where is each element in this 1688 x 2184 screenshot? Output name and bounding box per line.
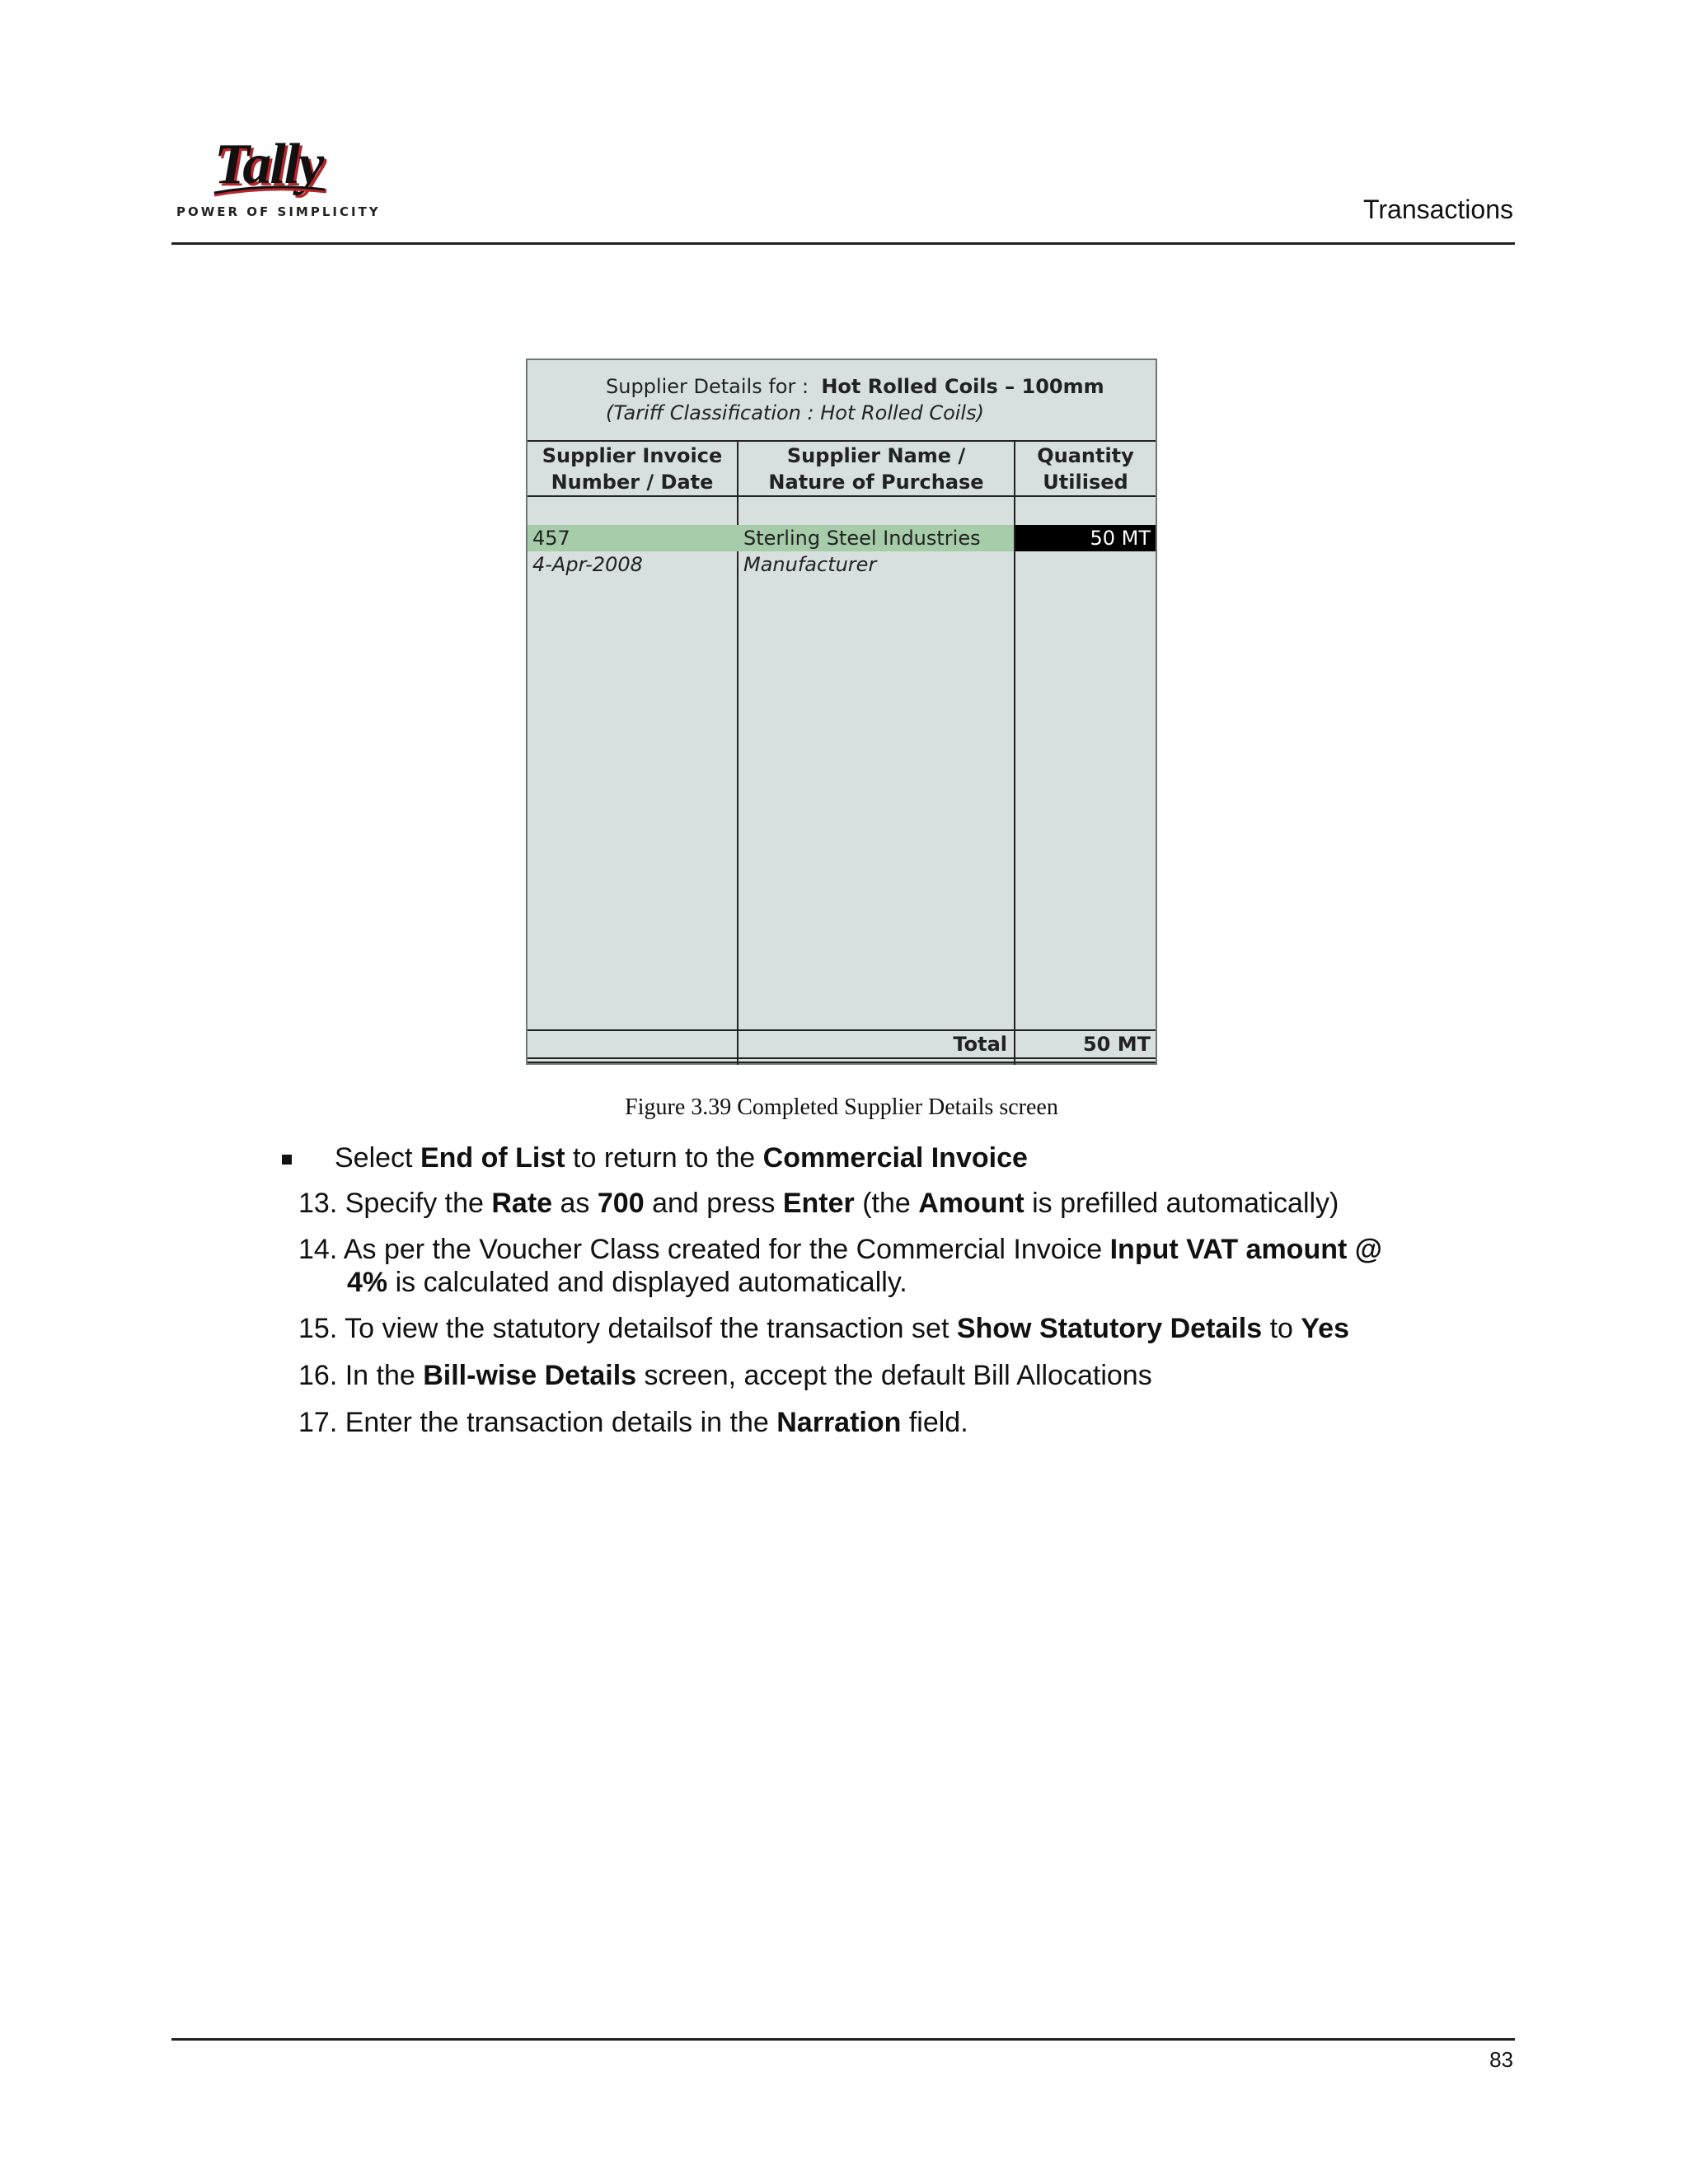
step-text: As per the Voucher Class created for the Commercial Invoice [343,1234,1110,1265]
step-number: 17. [298,1407,338,1438]
screen-title-prefix: Supplier Details for : [606,375,809,398]
step-text: screen, accept the default Bill Allocations [636,1360,1152,1391]
step-number: 14. [298,1234,338,1265]
logo-tagline: POWER OF SIMPLICITY [176,204,381,219]
step-bold: Bill-wise Details [423,1360,637,1391]
logo-wordmark: Tally [214,133,323,196]
step-14-continued [347,1267,907,1299]
step-text: field. [901,1407,968,1438]
page-number: 83 [1489,2047,1513,2072]
step-text: to return to the [565,1142,763,1174]
step-14 [298,1234,1382,1266]
column-header-line: Supplier Invoice [542,444,723,467]
header-bottom-rule [528,495,1156,497]
invoice-number: 457 [532,527,570,550]
step-13 [298,1188,1339,1220]
step-bold: Input VAT amount @ [1109,1234,1382,1265]
header-rule [171,242,1515,245]
column-header-line: Nature of Purchase [768,471,984,494]
step-bullet [335,1142,1028,1174]
total-label: Total [953,1033,1007,1056]
step-bold: 4% [347,1267,388,1298]
supplier-details-screen [526,359,1157,1065]
step-bold: End of List [420,1142,565,1174]
column-header-supplier [738,443,1014,495]
supplier-name: Sterling Steel Industries [743,527,981,550]
step-text: to [1262,1313,1301,1344]
screen-title-item: Hot Rolled Coils – 100mm [821,375,1104,398]
footer-rule [171,2038,1515,2041]
total-bottom-rule [528,1057,1156,1059]
step-bold: Narration [776,1407,902,1438]
column-header-line: Quantity [1037,444,1134,467]
section-title: Transactions [1363,194,1513,224]
column-header-quantity [1015,443,1156,495]
step-16 [298,1360,1152,1392]
figure-caption: Figure 3.39 Completed Supplier Details screen [625,1094,1058,1120]
step-bold: Rate [491,1188,553,1219]
tally-logo [173,132,381,223]
column-header-line: Supplier Name / [786,444,966,467]
step-15 [298,1313,1349,1345]
step-bold: 700 [597,1188,645,1219]
column-header-line: Utilised [1043,471,1128,494]
total-double-rule [528,1062,1156,1063]
step-text: Enter the transaction details in the [345,1407,777,1438]
column-header-line: Number / Date [551,471,714,494]
total-top-rule [528,1029,1156,1031]
total-value: 50 MT [1082,1033,1151,1056]
step-text: as [552,1188,598,1219]
step-text: Select [335,1142,420,1174]
step-text: is calculated and displayed automatically. [387,1267,907,1298]
step-bold: Enter [782,1188,855,1219]
step-text: and press [644,1188,783,1219]
step-number: 16. [298,1360,338,1391]
header-top-rule [528,440,1156,442]
step-text: In the [345,1360,424,1391]
step-text: (the [854,1188,919,1219]
step-bold: Commercial Invoice [762,1142,1028,1174]
step-text: Specify the [345,1188,492,1219]
column-header-invoice [528,443,737,495]
screen-subtitle: (Tariff Classification : Hot Rolled Coils) [606,401,984,424]
logo-swash-icon [213,183,328,199]
step-bold: Amount [918,1188,1025,1219]
step-number: 15. [298,1313,338,1344]
nature-of-purchase: Manufacturer [743,553,877,576]
quantity-field[interactable]: 50 MT [1015,525,1156,551]
step-bold: Yes [1301,1313,1349,1344]
screen-title [606,375,1104,398]
step-text: To view the statutory detailsof the transaction set [345,1313,957,1344]
bullet-square-icon [282,1155,292,1165]
step-17 [298,1407,968,1439]
invoice-date: 4-Apr-2008 [532,553,643,576]
step-text: is prefilled automatically) [1024,1188,1339,1219]
step-number: 13. [298,1188,338,1219]
step-bold: Show Statutory Details [956,1313,1263,1344]
